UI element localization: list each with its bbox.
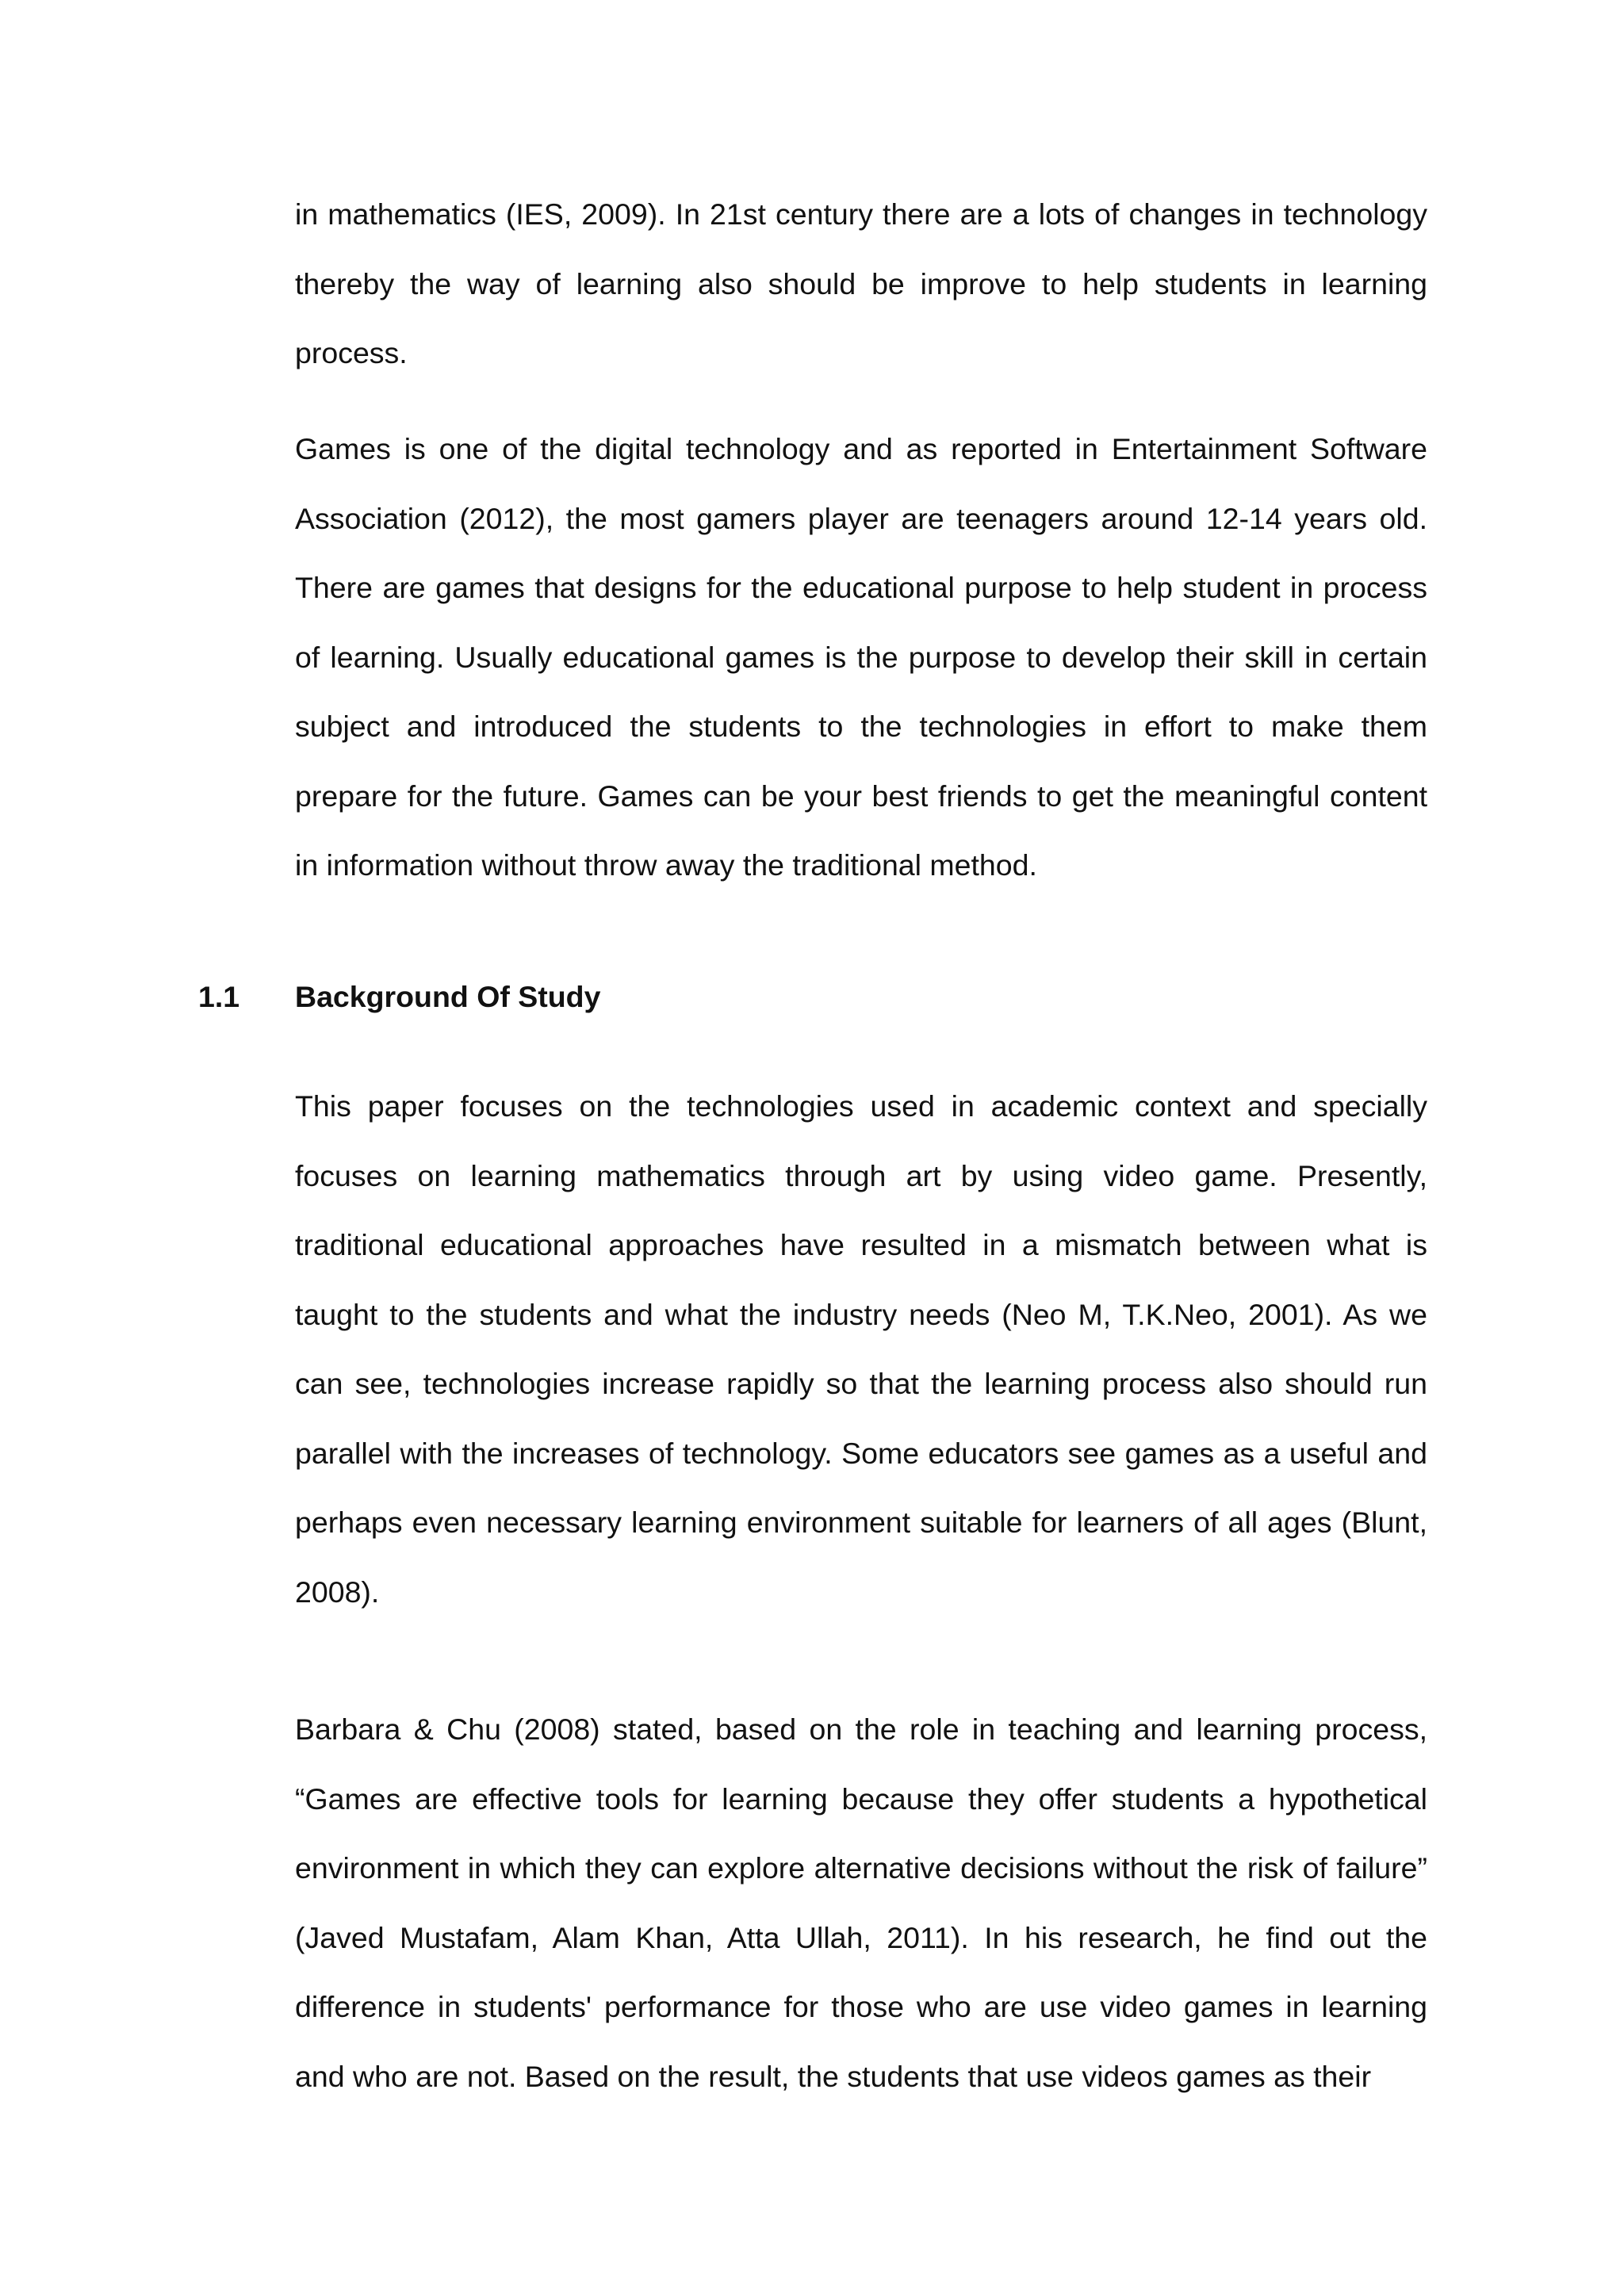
section-title: Background Of Study — [295, 980, 601, 1013]
paragraph-barbara-chu: Barbara & Chu (2008) stated, based on the role in teaching and learning process, “Games are effective tools for learning because they offer students a hypothetical environment in which they can explore alternative decisions without the risk of failure” (Javed Mustafam, Alam Khan, Atta Ullah, 2011). In his research, he find out the difference in students' performance for those who are use video games in learning and who are not. Based on the result, the students that use videos games as their — [295, 1712, 1427, 2093]
paragraph-intro-continuation: in mathematics (IES, 2009). In 21st century there are a lots of changes in technology thereby the way of learning also should be improve to help students in learning process. — [295, 197, 1427, 369]
paragraph-games-digital-technology: Games is one of the digital technology and as reported in Entertainment Software Association (2012), the most gamers player are teenagers around 12-14 years old. There are games that designs for the educational purpose to help student in process of learning. Usually educational games is the purpose to develop their skill in certain subject and introduced the students to the technologies in effort to make them prepare for the future. Games can be your best friends to get the meaningful content in information without throw away the traditional method. — [295, 432, 1427, 882]
paragraph-background-focus: This paper focuses on the technologies used in academic context and specially focuses on learning mathematics through art by using video game. Presently, traditional educational approaches have resulted in a mismatch between what is taught to the students and what the industry needs (Neo M, T.K.Neo, 2001). As we can see, technologies increase rapidly so that the learning process also should run parallel with the increases of technology. Some educators see games as a useful and perhaps even necessary learning environment suitable for learners of all ages (Blunt, 2008). — [295, 1089, 1427, 1609]
section-number: 1.1 — [198, 980, 240, 1013]
